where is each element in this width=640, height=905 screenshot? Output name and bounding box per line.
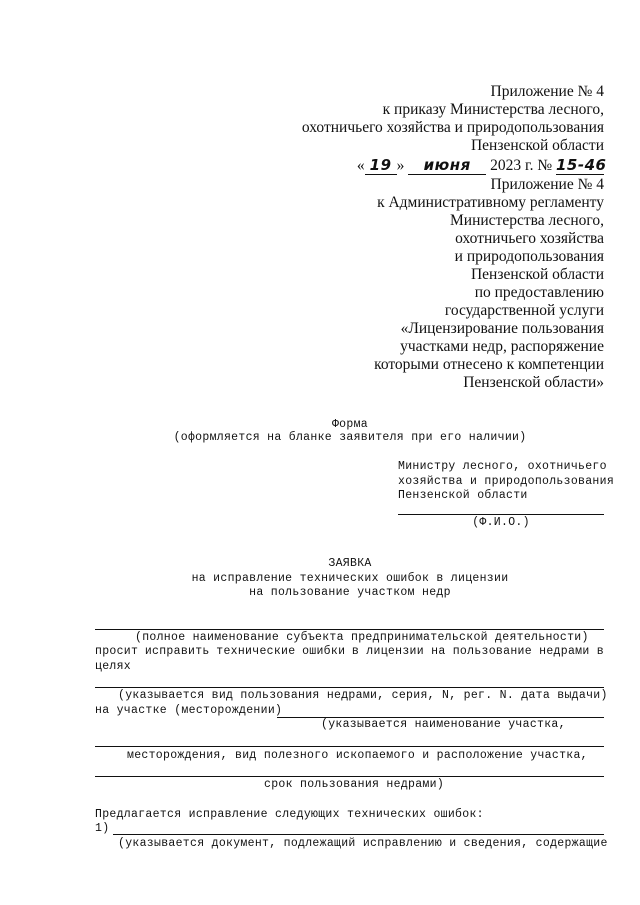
regulation-line: к Административному регламенту bbox=[377, 194, 604, 211]
application-title: ЗАЯВКА bbox=[328, 557, 372, 570]
date-month-handwritten: июня bbox=[408, 156, 486, 175]
date-year-text: 2023 г. № bbox=[490, 157, 553, 174]
license-field-line bbox=[95, 687, 604, 688]
form-title: Форма bbox=[331, 418, 368, 431]
addressee-line: хозяйства и природопользования bbox=[398, 474, 615, 488]
request-word: ошибки bbox=[302, 645, 346, 658]
order-appendix-line: охотничьего хозяйства и природопользования bbox=[301, 119, 604, 136]
addressee-block bbox=[398, 460, 614, 504]
date-day-handwritten: 19 bbox=[365, 156, 397, 175]
subject-field-line bbox=[95, 629, 604, 630]
regulation-line: по предоставлению bbox=[474, 284, 604, 301]
request-word: в лицензии на пользование недрами в bbox=[351, 645, 604, 658]
date-open-quote: « bbox=[356, 157, 365, 174]
order-appendix-line: Приложение № 4 bbox=[490, 83, 604, 100]
site-caption: (указывается наименование участка, bbox=[321, 718, 566, 731]
request-word: технические bbox=[216, 645, 296, 658]
form-subtitle: (оформляется на бланке заявителя при его наличии) bbox=[173, 431, 527, 444]
order-number-handwritten: 15-46 bbox=[556, 156, 607, 174]
request-line-2: целях bbox=[95, 660, 132, 673]
request-word: исправить bbox=[144, 645, 210, 658]
license-caption: (указывается вид пользования недрами, серия, N, рег. N. дата выдачи) bbox=[118, 689, 608, 702]
order-appendix-line: к приказу Министерства лесного, bbox=[382, 101, 604, 118]
subject-caption: (полное наименование субъекта предпринимательской деятельности) bbox=[135, 631, 589, 644]
fio-field-line bbox=[398, 514, 604, 515]
regulation-line: Пензенской области bbox=[470, 266, 604, 283]
item-1-field-line bbox=[113, 834, 604, 835]
document-caption: (указывается документ, подлежащий исправлению и сведения, содержащие bbox=[118, 837, 608, 850]
deposit-field-line bbox=[95, 746, 604, 747]
regulation-line: Приложение № 4 bbox=[490, 176, 604, 193]
term-field-line bbox=[95, 776, 604, 777]
addressee-line: Министру лесного, охотничьего bbox=[398, 460, 607, 473]
regulation-line: Пензенской области» bbox=[463, 374, 604, 391]
request-word: просит bbox=[95, 645, 139, 658]
order-appendix-line: Пензенской области bbox=[470, 137, 604, 154]
regulation-line: Министерства лесного, bbox=[450, 212, 604, 229]
fio-caption: (Ф.И.О.) bbox=[472, 516, 530, 529]
order-date-line bbox=[302, 156, 607, 175]
regulation-line: которыми отнесено к компетенции bbox=[374, 356, 604, 373]
regulation-line: государственной услуги bbox=[444, 302, 604, 319]
item-number: 1) bbox=[95, 822, 110, 835]
regulation-line: «Лицензирование пользования bbox=[400, 320, 604, 337]
regulation-line: и природопользования bbox=[454, 248, 604, 265]
term-caption: срок пользования недрами) bbox=[264, 778, 445, 791]
application-subtitle: на исправление технических ошибок в лицензии bbox=[191, 572, 509, 585]
regulation-line: охотничьего хозяйства bbox=[455, 230, 604, 247]
order-appendix bbox=[301, 83, 607, 175]
addressee-line: Пензенской области bbox=[398, 489, 528, 502]
date-close-quote: » bbox=[396, 157, 405, 174]
corrections-intro: Предлагается исправление следующих технических ошибок: bbox=[95, 808, 484, 821]
deposit-caption: месторождения, вид полезного ископаемого и расположение участка, bbox=[127, 749, 588, 762]
regulation-appendix bbox=[374, 176, 604, 392]
request-line bbox=[95, 645, 604, 660]
regulation-line: участками недр, распоряжение bbox=[400, 338, 604, 355]
application-subtitle: на пользование участком недр bbox=[249, 586, 451, 599]
site-label: на участке (месторождении) bbox=[95, 704, 283, 717]
